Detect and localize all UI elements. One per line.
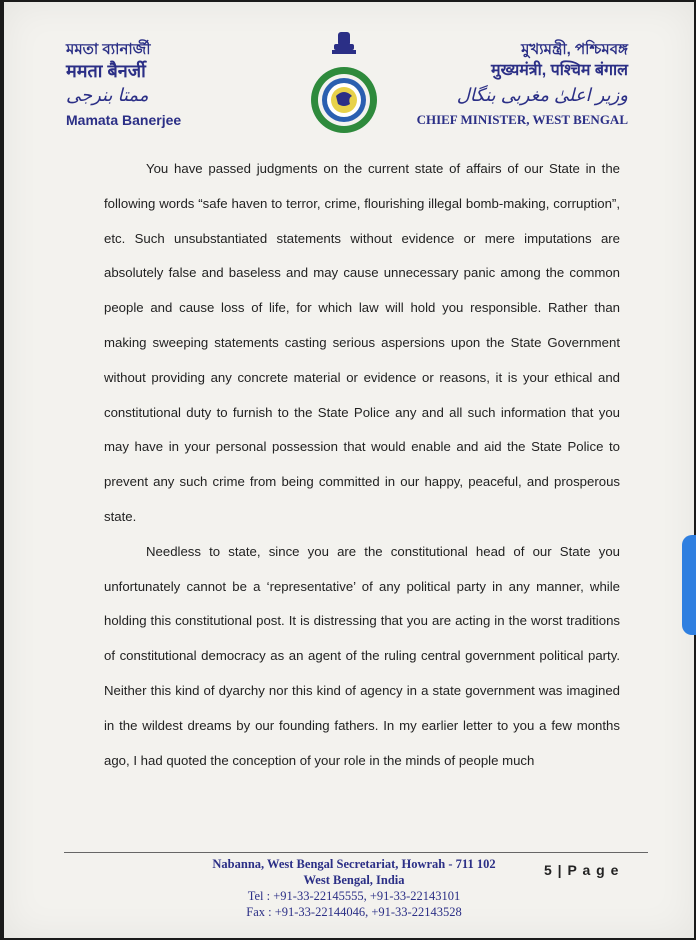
body-paragraph-1: You have passed judgments on the current state of affairs of our State in the following words “safe haven to terror, crime, flourishing illegal bomb-making, corruption”, etc. Such unsubstantiated statements without evidence or mere imputations are absolutely false and baseless and may cause unnecessary panic among the common people and cause loss of life, for which law will hold you responsible. Rather than making sweeping statements casting serious aspersions upon the State Government without providing any concrete material or evidence or reasons, it is your ethical and constitutional duty to furnish to the State Police any and all such information that you may have in your personal possession that would enable and aid the State Police to prevent any such crime from being committed in our happy, peaceful, and prosperous state. <box>104 161 620 524</box>
footer-address-line2: West Bengal, India <box>303 873 405 887</box>
sender-title-bengali: মুখ্যমন্ত্রী, পশ্চিমবঙ্গ <box>521 41 628 58</box>
national-emblem-icon <box>304 28 384 138</box>
footer-fax: Fax : +91-33-22144046, +91-33-22143528 <box>246 905 462 919</box>
footer-address-line1: Nabanna, West Bengal Secretariat, Howrah - 711 102 <box>212 857 496 871</box>
sender-title-block <box>417 40 628 130</box>
biswa-bangla-seal-icon <box>311 67 377 133</box>
sender-name-block <box>66 40 181 130</box>
footer-address <box>174 856 534 920</box>
scroll-tab[interactable] <box>682 535 696 635</box>
sender-title-urdu: وزیر اعلیٰ مغربی بنگال <box>456 85 628 105</box>
body-paragraph-2: Needless to state, since you are the constitutional head of our State you unfortunately cannot be a ‘representative’ of any political party in any manner, while holding this constitutional post. It is distressing that you are acting in the worst traditions of constitutional democracy as an agent of the ruling central government political party. Neither this kind of dyarchy nor this kind of agency in a state government was imagined in the wildest dreams by our founding fathers. In my earlier letter to you a few months ago, I had quoted the conception of your role in the minds of people much <box>104 543 620 768</box>
footer-tel: Tel : +91-33-22145555, +91-33-22143101 <box>247 889 461 903</box>
sender-name-hindi: ममता बैनर्जी <box>66 61 146 81</box>
letter-body <box>104 152 620 778</box>
footer-divider <box>64 852 648 853</box>
letter-page <box>4 2 694 938</box>
sender-title-hindi: मुख्यमंत्री, पश्चिम बंगाल <box>491 62 628 79</box>
sender-title-english: CHIEF MINISTER, WEST BENGAL <box>416 112 628 127</box>
sender-name-bengali: মমতা ব্যানার্জী <box>66 41 151 58</box>
sender-name-english: Mamata Banerjee <box>66 112 182 128</box>
sender-name-urdu: ممتا بنرجی <box>66 85 149 105</box>
page-number: 5 | P a g e <box>544 862 620 878</box>
